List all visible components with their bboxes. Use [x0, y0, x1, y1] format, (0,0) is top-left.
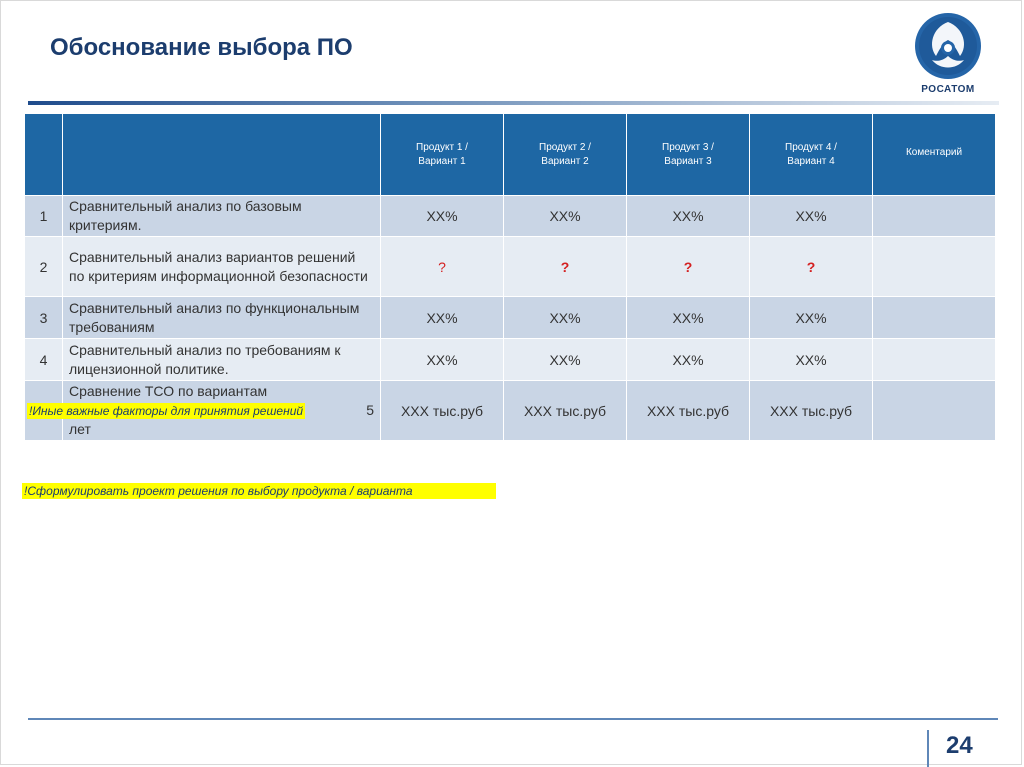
criterion-line: лет [69, 421, 91, 437]
header-product-line: Продукт 1 / [416, 141, 468, 153]
row-criterion: Сравнительный анализ по базовым критериям. [63, 196, 381, 237]
header-product-line: Продукт 2 / [539, 141, 591, 153]
row-value: ? [627, 237, 750, 297]
row-value: XX% [627, 297, 750, 339]
row-comment [873, 237, 996, 297]
row-value: XXX тыс.руб [750, 381, 873, 441]
row-value: XX% [750, 196, 873, 237]
table-row [25, 237, 996, 297]
row-number: 2 [25, 237, 63, 297]
row-number: 4 [25, 339, 63, 381]
row-criterion: Сравнительный анализ вариантов решений по критериям информационной безопасности [63, 237, 381, 297]
page-number-separator [927, 730, 929, 767]
row-comment [873, 381, 996, 441]
row-comment [873, 339, 996, 381]
header-num-cell [25, 114, 63, 196]
factors-note: !Иные важные факторы для принятия решений [29, 404, 304, 418]
row-value: XX% [750, 339, 873, 381]
decision-note: !Сформулировать проект решения по выбору продукта / варианта [22, 483, 496, 499]
table-row [25, 196, 996, 237]
row-number: 1 [25, 196, 63, 237]
row-criterion: Сравнительный анализ по функциональным требованиям [63, 297, 381, 339]
header-criterion-cell [63, 114, 381, 196]
row-value: XX% [504, 339, 627, 381]
table-row [25, 297, 996, 339]
rosatom-logo [912, 12, 984, 102]
row-value: XXX тыс.руб [381, 381, 504, 441]
header-product-line: Продукт 4 / [785, 141, 837, 153]
header-comment: Коментарий [873, 114, 996, 196]
row-value: XXX тыс.руб [627, 381, 750, 441]
row-value: XX% [504, 196, 627, 237]
row-value: XXX тыс.руб [504, 381, 627, 441]
atom-icon [912, 12, 984, 84]
row-value: XX% [627, 196, 750, 237]
row-value: XX% [750, 297, 873, 339]
footer-divider [28, 718, 998, 720]
table-header-row [25, 114, 996, 196]
header-variant-line: Вариант 3 [664, 155, 712, 167]
row-value: ? [381, 237, 504, 297]
row-comment [873, 196, 996, 237]
row-criterion: Сравнительный анализ по требованиям к лицензионной политике. [63, 339, 381, 381]
page-number: 24 [946, 732, 973, 759]
header-variant-line: Вариант 2 [541, 155, 589, 167]
row-value: ? [750, 237, 873, 297]
row-value: ? [504, 237, 627, 297]
header-variant-line: Вариант 4 [787, 155, 835, 167]
row-comment [873, 297, 996, 339]
row-value: XX% [627, 339, 750, 381]
table-row [25, 339, 996, 381]
row-number: 3 [25, 297, 63, 339]
criterion-line: Сравнение ТСО по вариантам [69, 383, 268, 399]
comparison-table [24, 113, 996, 441]
header-product-4 [750, 114, 873, 196]
row-value: XX% [381, 196, 504, 237]
header-variant-line: Вариант 1 [418, 155, 466, 167]
criterion-years: 5 [366, 402, 374, 418]
header-product-2 [504, 114, 627, 196]
header-product-line: Продукт 3 / [662, 141, 714, 153]
row-value: XX% [381, 297, 504, 339]
header-product-3 [627, 114, 750, 196]
header-product-1 [381, 114, 504, 196]
title-divider [28, 101, 999, 105]
row-value: XX% [381, 339, 504, 381]
slide-title: Обоснование выбора ПО [50, 34, 353, 61]
row-value: XX% [504, 297, 627, 339]
logo-text: РОСАТОМ [921, 84, 975, 95]
